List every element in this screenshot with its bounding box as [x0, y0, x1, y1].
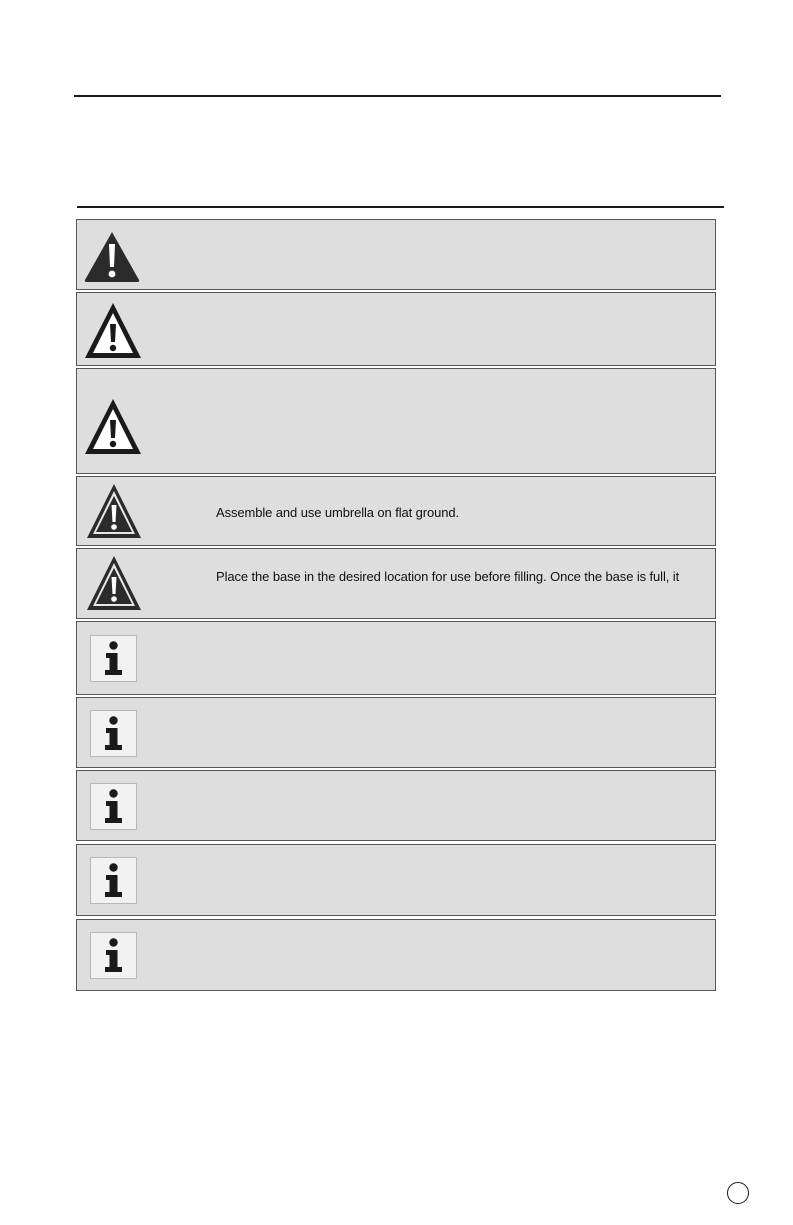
info-icon: [91, 636, 136, 681]
info-icon: [91, 933, 136, 978]
page-number-circle: [727, 1182, 749, 1204]
info-icon: [91, 858, 136, 903]
caution-triangle-icon: [85, 482, 143, 542]
info-notice: [76, 697, 716, 768]
caution-notice: [76, 476, 716, 546]
danger-filled-triangle-icon: [82, 229, 142, 284]
section-rule: [77, 206, 724, 208]
warning-notice: [76, 368, 716, 474]
info-notice: [76, 919, 716, 991]
info-icon-box: [90, 710, 137, 757]
notice-text: Assemble and use umbrella on flat ground.: [216, 505, 460, 520]
info-icon: [91, 784, 136, 829]
caution-triangle-icon: [85, 554, 143, 614]
info-icon-box: [90, 635, 137, 682]
warning-outline-triangle-icon: [82, 396, 144, 458]
info-icon-box: [90, 783, 137, 830]
info-notice: [76, 770, 716, 841]
warning-notice: [76, 292, 716, 366]
info-icon: [91, 711, 136, 756]
header-rule: [74, 95, 721, 97]
notice-text: Place the base in the desired location for use before filling. Once the base is full, it: [216, 569, 680, 584]
info-notice: [76, 621, 716, 695]
danger-notice: [76, 219, 716, 290]
caution-notice: [76, 548, 716, 619]
info-notice: [76, 844, 716, 916]
info-icon-box: [90, 857, 137, 904]
info-icon-box: [90, 932, 137, 979]
warning-outline-triangle-icon: [82, 300, 144, 362]
